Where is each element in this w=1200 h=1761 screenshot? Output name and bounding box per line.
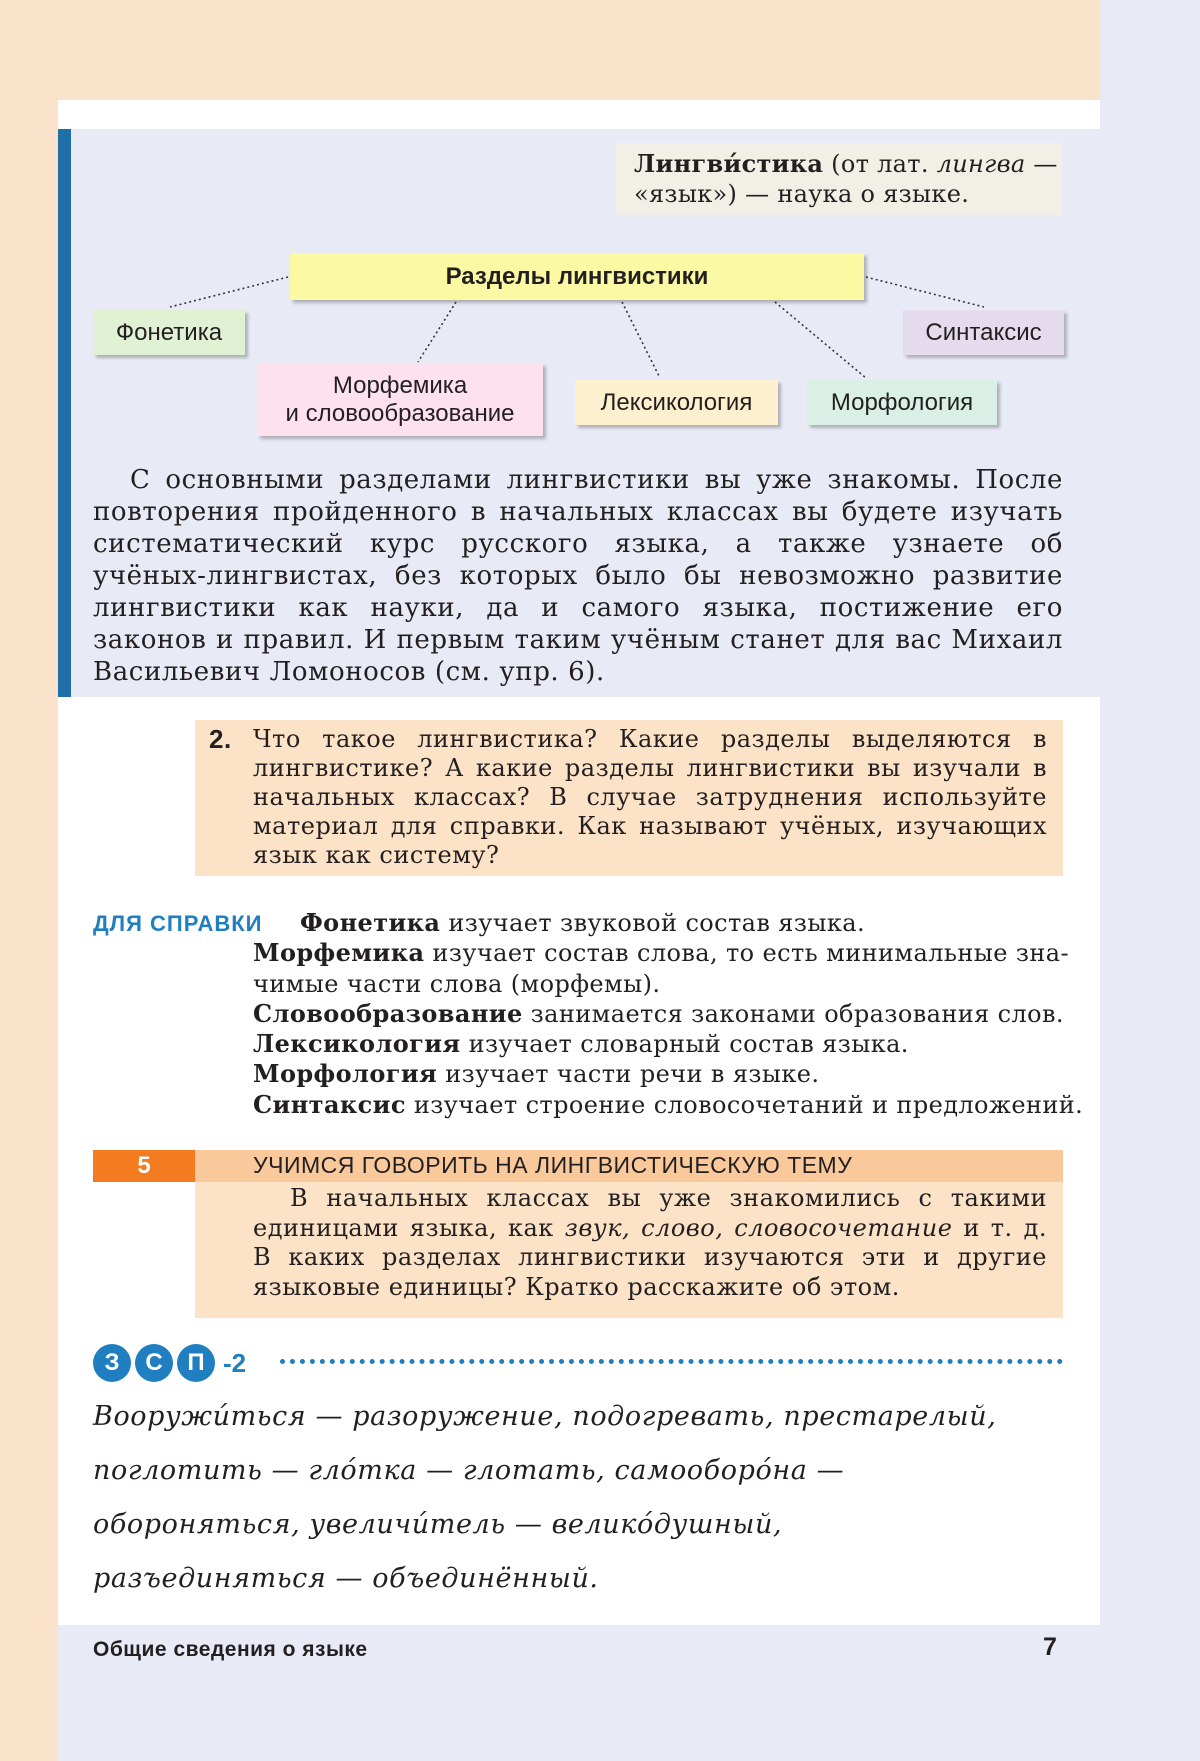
- reference-term: Морфемика: [253, 938, 425, 968]
- exercise-text-part: В начальных классах вы уже знакомились с такими единицами языка, как: [253, 1184, 1047, 1242]
- zsp-badge: [93, 1342, 246, 1384]
- exercise-header: [93, 1150, 1063, 1182]
- diagram-node-syntax: Синтаксис: [903, 310, 1064, 355]
- footer-section-title: Общие сведения о языке: [93, 1638, 368, 1661]
- reference-term: Фонетика: [300, 908, 441, 937]
- intro-accent-bar: [58, 129, 71, 697]
- reference-lines: [253, 908, 1084, 1120]
- word-line: обороняться, увеличи́тель — велико́душный,: [93, 1509, 783, 1540]
- task-text: Что такое лингвистика? Какие разделы выделяются в лингвистике? А какие разделы лингвистики вы изучали в начальных классах? В случае затруднения используйте материал для справки. Как называют учёных, изучающих язык как систему?: [253, 725, 1047, 869]
- exercise-title: УЧИМСЯ ГОВОРИТЬ НА ЛИНГВИСТИЧЕСКУЮ ТЕМУ: [253, 1152, 853, 1178]
- definition-box: [616, 143, 1062, 215]
- intro-paragraph: [93, 464, 1063, 688]
- intro-paragraph-text: С основными разделами лингвистики вы уже знакомы. После повторения пройденного в начальных классах вы будете изучать систематический курс русского языка, а также узнаете об учёных-лингвистах, без которых было бы невозможно развитие лингвистики как науки, да и самого языка, постижение его законов и правил. И первым таким учёным станет для вас Михаил Васильевич Ломоносов (см. упр. 6).: [93, 465, 1063, 687]
- exercise-text: [253, 1184, 1047, 1302]
- zsp-dotted-rule: [280, 1359, 1063, 1364]
- reference-text: занимается законами образования слов.: [522, 999, 1064, 1028]
- page-number: 7: [1043, 1633, 1057, 1661]
- right-margin-band: [1100, 0, 1200, 1761]
- reference-line: [253, 908, 1063, 938]
- exercise-body: [195, 1182, 1063, 1318]
- reference-text: изучает словарный состав языка.: [460, 1030, 909, 1059]
- reference-line: [253, 1059, 1063, 1089]
- exercise-text-part: и т. д. В каких разделах лингвистики изучаются эти и другие языковые единицы? Кратко расскажите об этом.: [253, 1213, 1047, 1301]
- reference-term: Лексикология: [253, 1029, 461, 1059]
- reference-term: Словообразование: [253, 998, 523, 1028]
- zsp-letter-circle: П: [177, 1344, 215, 1382]
- reference-term: Синтаксис: [253, 1089, 406, 1119]
- diagram-node-phonetics: Фонетика: [93, 310, 245, 355]
- exercise-number: 5: [93, 1150, 195, 1182]
- diagram-main-node: Разделы лингвистики: [290, 253, 864, 300]
- diagram-node-morphemics: [257, 363, 543, 436]
- word-line: Вооружи́ться — разоружение, подогревать, престарелый,: [93, 1401, 997, 1432]
- word-line: поглотить — гло́тка — глотать, самооборо́на —: [93, 1455, 845, 1486]
- reference-line: [253, 1029, 1063, 1059]
- definition-open: (от лат.: [823, 150, 937, 178]
- reference-line: [253, 1089, 1084, 1120]
- diagram-node-morphology: Морфология: [807, 380, 997, 425]
- definition-term: Лингви́стика: [634, 149, 824, 178]
- morphemics-line-1: Морфемика: [332, 371, 468, 399]
- reference-text: изучает состав слова, то есть минимальные зна-: [424, 939, 1069, 968]
- reference-line: [253, 938, 1069, 968]
- reference-line: [253, 969, 1063, 999]
- task-box: [195, 720, 1063, 876]
- reference-label: ДЛЯ СПРАВКИ: [93, 911, 263, 936]
- definition-rest: — «язык») — наука о языке.: [634, 150, 1058, 208]
- reference-text: изучает строение словосочетаний и предложений.: [405, 1090, 1084, 1119]
- zsp-letter-circle: З: [93, 1344, 131, 1382]
- word-analysis-block: [93, 1390, 1073, 1606]
- word-line: разъединяться — объединённый.: [93, 1563, 599, 1594]
- definition-latin: лингва: [936, 150, 1026, 178]
- zsp-number: -2: [223, 1347, 247, 1378]
- diagram-node-lexicology: Лексикология: [575, 380, 778, 425]
- exercise-examples: звук, слово, словосочетание: [564, 1213, 953, 1242]
- task-number: 2.: [209, 724, 232, 754]
- reference-text: чимые части слова (морфемы).: [253, 969, 661, 998]
- reference-text: изучает части речи в языке.: [437, 1060, 820, 1089]
- morphemics-line-2: и словообразование: [285, 399, 515, 427]
- reference-line: [253, 999, 1063, 1029]
- reference-term: Морфология: [253, 1059, 438, 1089]
- zsp-letter-circle: С: [135, 1344, 173, 1382]
- reference-text: изучает звуковой состав языка.: [440, 909, 865, 937]
